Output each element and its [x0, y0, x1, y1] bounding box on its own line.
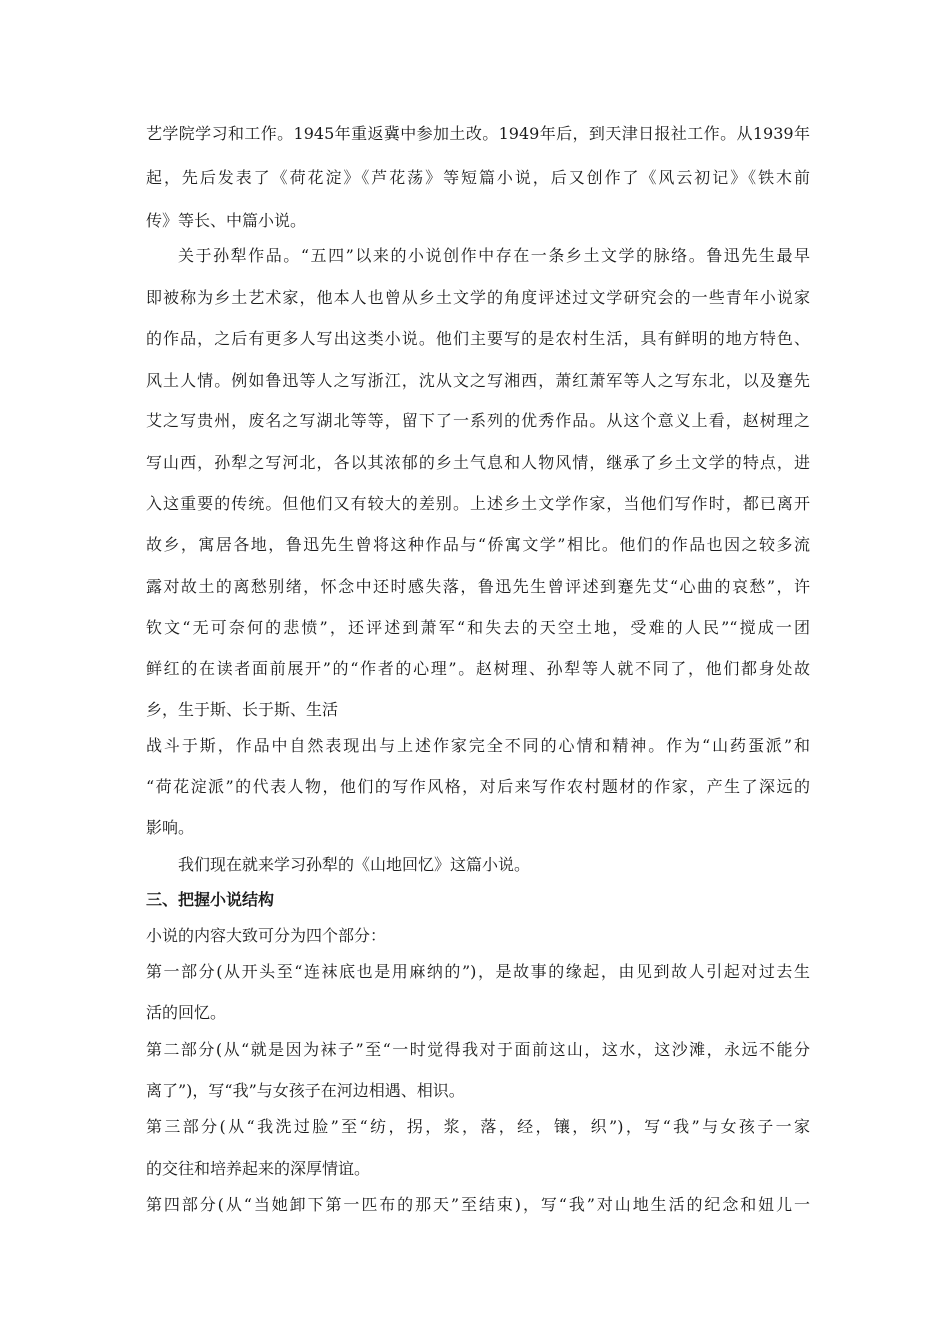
text-line: 故乡，寓居各地，鲁迅先生曾将这种作品与“侨寓文学”相比。他们的作品也因之较多流	[146, 535, 810, 554]
text-line: 第二部分(从“就是因为袜子”至“一时觉得我对于面前这山，这水，这沙滩，永远不能分	[146, 1040, 810, 1059]
paragraph-first-line: 我们现在就来学习孙犁的《山地回忆》这篇小说。	[178, 855, 531, 874]
text-line: 第三部分(从“我洗过脸”至“纺，拐，浆，落，经，镶，织”)，写“我”与女孩子一家	[146, 1117, 810, 1136]
text-line: 即被称为乡土艺术家，他本人也曾从乡土文学的角度评述过文学研究会的一些青年小说家	[146, 288, 810, 307]
text-line: 风土人情。例如鲁迅等人之写浙江，沈从文之写湘西，萧红萧军等人之写东北，以及蹇先	[146, 371, 810, 390]
text-line: 乡，生于斯、长于斯、生活	[146, 700, 339, 719]
text-line: 写山西，孙犁之写河北，各以其浓郁的乡土气息和人物风情，继承了乡土文学的特点，进	[146, 453, 810, 472]
text-line: “荷花淀派”的代表人物，他们的写作风格，对后来写作农村题材的作家，产生了深远的	[146, 777, 810, 796]
text-line: 第四部分(从“当她卸下第一匹布的那天”至结束)，写“我”对山地生活的纪念和妞儿一	[146, 1195, 810, 1214]
text-line: 露对故土的离愁别绪，怀念中还时感失落，鲁迅先生曾评述到蹇先艾“心曲的哀愁”，许	[146, 577, 810, 596]
text-line: 鲜红的在读者面前展开”的“作者的心理”。赵树理、孙犁等人就不同了，他们都身处故	[146, 659, 810, 678]
paragraph-first-line: 关于孙犁作品。“五四”以来的小说创作中存在一条乡土文学的脉络。鲁迅先生最早	[178, 246, 810, 265]
text-line: 影响。	[146, 818, 195, 837]
text-line: 活的回忆。	[146, 1003, 227, 1022]
text-line: 艺学院学习和工作。1945年重返冀中参加土改。1949年后，到天津日报社工作。从1939年	[146, 124, 810, 143]
text-line: 入这重要的传统。但他们又有较大的差别。上述乡土文学作家，当他们写作时，都已离开	[146, 494, 810, 513]
text-line: 战斗于斯，作品中自然表现出与上述作家完全不同的心情和精神。作为“山药蛋派”和	[146, 736, 810, 755]
text-line: 的作品，之后有更多人写出这类小说。他们主要写的是农村生活，具有鲜明的地方特色、	[146, 329, 810, 348]
text-line: 离了”)，写“我”与女孩子在河边相遇、相识。	[146, 1081, 465, 1100]
section-heading: 三、把握小说结构	[146, 890, 275, 909]
text-line: 第一部分(从开头至“连袜底也是用麻纳的”)，是故事的缘起，由见到故人引起对过去生	[146, 962, 810, 981]
text-line: 传》等长、中篇小说。	[146, 211, 307, 230]
text-line: 艾之写贵州，废名之写湖北等等，留下了一系列的优秀作品。从这个意义上看，赵树理之	[146, 411, 810, 430]
text-line: 小说的内容大致可分为四个部分：	[146, 926, 387, 945]
text-line: 的交往和培养起来的深厚情谊。	[146, 1159, 371, 1178]
text-line: 钦文“无可奈何的悲愤”，还评述到萧军“和失去的天空土地，受难的人民”“搅成一团	[146, 618, 810, 637]
text-line: 起，先后发表了《荷花淀》《芦花荡》等短篇小说，后又创作了《风云初记》《铁木前	[146, 168, 810, 187]
